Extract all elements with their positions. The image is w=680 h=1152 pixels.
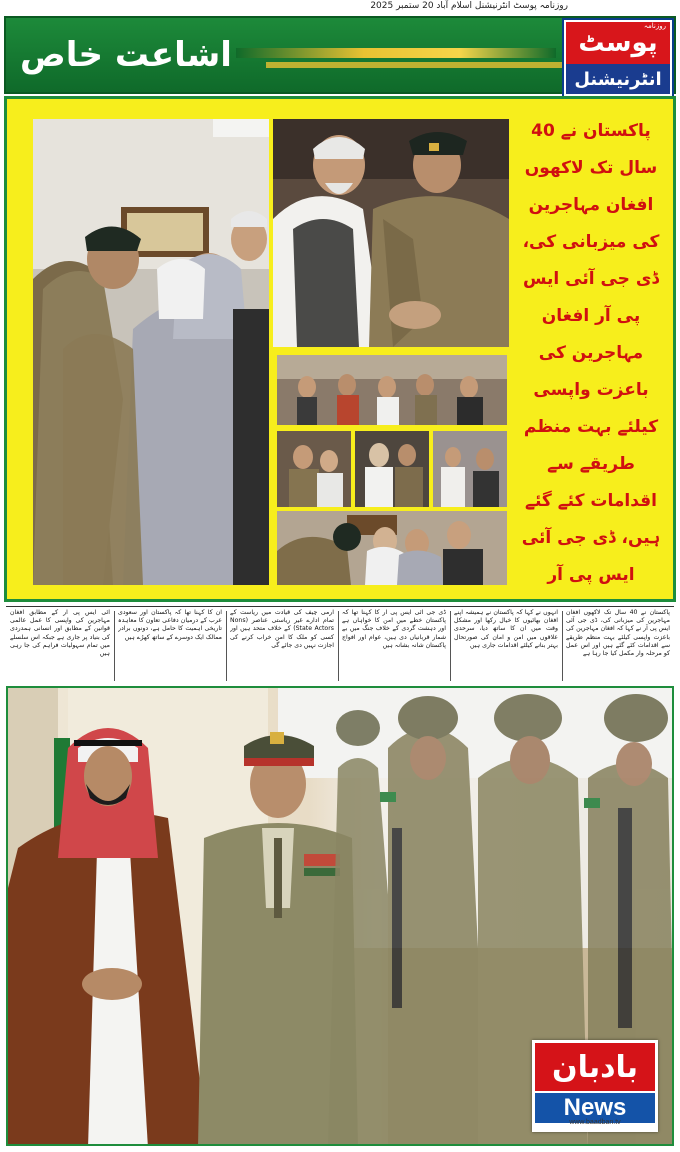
article-column: آئی ایس پی آر کے مطابق افغان مہاجرین کی واپسی کا عمل عالمی قوانین کے مطابق اور انسانی ہمدردی کی بنیاد پر جاری ہے جبکہ اس سلسلے میں تمام سہولیات فراہم کی جا رہی ہیں [10,609,110,658]
headline: پاکستان نے 40 سال تک لاکھوں افغان مہاجرین کی میزبانی کی، ڈی جی آئی ایس پی آر افغان مہاجرین کی باعزت واپسی کیلئے بہت منظم طریقے سے اقدامات کئے گئے ہیں، ڈی جی آئی ایس پی آر [521,121,661,585]
banner-gold-stripe-2 [266,62,566,68]
column-divider [226,611,227,681]
column-divider [114,611,115,681]
dateline-bar [0,0,680,14]
photo-collage-1 [277,431,351,507]
photo-elder-embracing-officer [273,119,509,347]
article-column: آرمی چیف کی قیادت میں ریاست کے تمام ادارے غیر ریاستی عناصر (Nons State Actors) کے خلاف متحد ہیں اور کسی کو ملک کا امن خراب کرنے کی اجازت نہیں دی جائے گی [230,609,334,649]
photo-3-image [277,355,507,425]
article-body [6,606,674,684]
banner-gold-stripe [236,48,556,58]
article-column: ان کا کہنا تھا کہ پاکستان اور سعودی عرب کے درمیان دفاعی تعاون کا معاہدہ تاریخی اہمیت کا حامل ہے، دونوں برادر ممالک ایک دوسرے کے ساتھ کھڑے ہیں [118,609,222,641]
column-divider [450,611,451,681]
logo-line1: پوسٹ [578,28,658,58]
badaban-url: www.baadban.tv [569,1119,621,1126]
photo-6-image [433,431,507,507]
photo-2-image [273,119,509,347]
photo-1-image [33,119,269,585]
badaban-logo-urdu: بادبان [535,1043,655,1091]
photo-collage-2 [355,431,429,507]
newspaper-logo[interactable] [562,18,674,98]
photo-collage-meeting [277,355,507,425]
photo-4-image [277,431,351,507]
logo-tag: روزنامہ [643,22,666,30]
section-title: اشاعت خاص [20,35,232,75]
logo-line2: انٹرنیشنل [566,64,670,94]
photo-collage-3 [433,431,507,507]
photo-soldier-greeting-elder [33,119,269,585]
badaban-logo-news: News [535,1093,655,1123]
dateline: روزنامہ پوسٹ انٹرنیشنل اسلام آباد 20 ستمبر 2025 [370,1,568,11]
feature-panel [4,96,676,602]
article-column: انہوں نے کہا کہ پاکستان نے ہمیشہ اپنے افغان بھائیوں کا خیال رکھا اور مشکل وقت میں ان کا ساتھ دیا، سرحدی علاقوں میں امن و امان کی صورتحال بہتر بنانے کیلئے اقدامات جاری ہیں [454,609,558,649]
column-divider [562,611,563,681]
photo-7-image [277,511,507,585]
article-column: ڈی جی آئی ایس پی آر کا کہنا تھا کہ پاکستان خطے میں امن کا خواہاں ہے اور دہشت گردی کے خلاف جنگ میں بے شمار قربانیاں دی ہیں، عوام اور افواج پاکستان شانہ بشانہ ہیں [342,609,446,649]
badaban-news-watermark [532,1040,658,1132]
column-divider [338,611,339,681]
photo-5-image [355,431,429,507]
logo-top [566,22,670,64]
article-column: پاکستان نے 40 سال تک لاکھوں افغان مہاجرین کی میزبانی کی، ڈی جی آئی ایس پی آر نے کہا کہ افغان مہاجرین کی باعزت واپسی کیلئے بہت منظم طریقے سے اقدامات کئے گئے ہیں اور اس عمل کو مرحلہ وار مکمل کیا جا رہا ہے [566,609,670,658]
photo-collage-embrace [277,511,507,585]
